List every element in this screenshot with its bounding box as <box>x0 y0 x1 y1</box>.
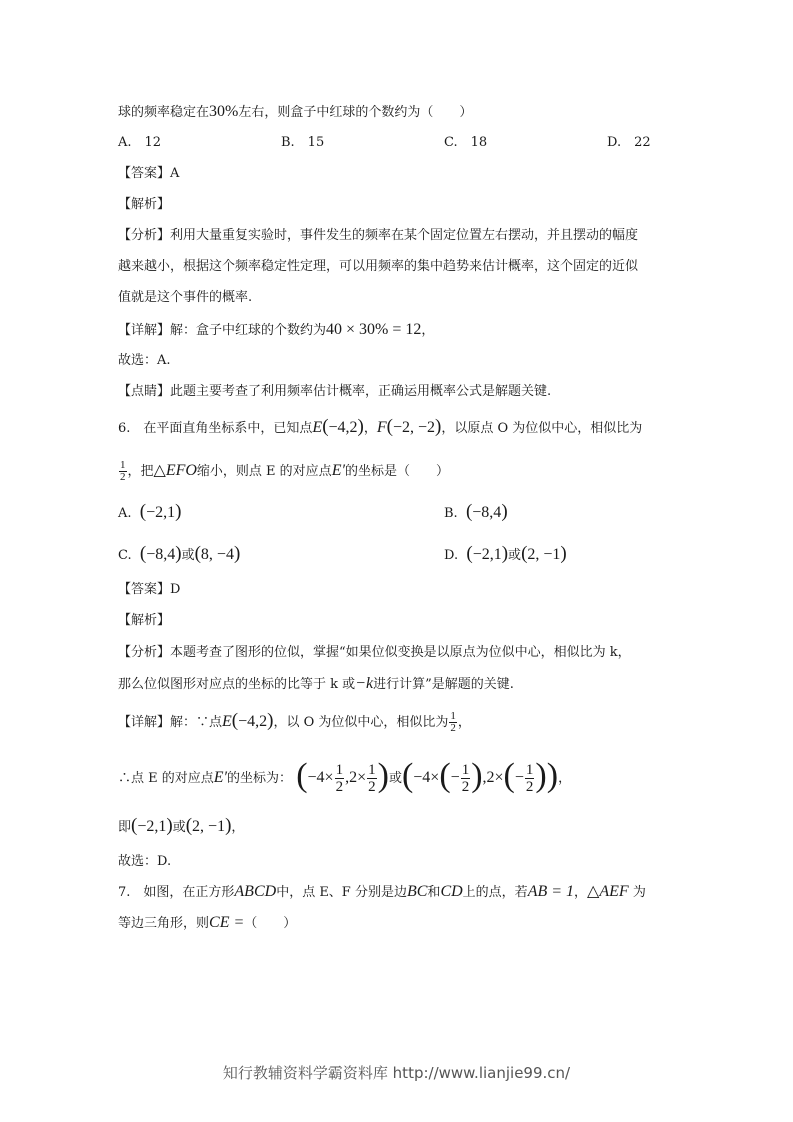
math: −4,2 <box>238 713 268 730</box>
q5-guxuan: 故选：A. <box>118 353 171 368</box>
math: 40 × 30% = 12 <box>326 321 422 338</box>
math: E <box>222 713 232 730</box>
q5-fenxi-line-2: 越来越小，根据这个频率稳定性定理，可以用频率的集中趋势来估计概率，这个固定的近似 <box>118 259 639 274</box>
math: F <box>376 419 387 436</box>
fraction: $\frac{1}{2}$ <box>450 710 456 734</box>
text: 那么位似图形对应点的坐标的比等于 k 或 <box>118 677 356 692</box>
text: ∴点 E 的对应点 <box>118 771 214 786</box>
text: ，以 O 为位似中心，相似比为 <box>273 715 449 730</box>
q6-xiangjie: 【详解】解：∵点E(−4,2)，以 O 为位似中心，相似比为 $\frac{1}{2}$ ， <box>118 710 471 734</box>
q6-ji-line: 即(−2,1)或(2, −1)， <box>118 815 245 836</box>
math: E <box>312 419 323 436</box>
text: ， <box>363 421 377 436</box>
math: −2, −2 <box>393 419 436 436</box>
q6-option-a: A. (−2,1) <box>118 501 182 522</box>
q5-analysis-title: 【解析】 <box>118 197 171 212</box>
q6-option-d: D. (−2,1)或(2, −1) <box>444 543 567 564</box>
q7-stem-line-1: 7. 如图，在正方形ABCD中，点 E、F 分别是边BC和CD上的点，若AB = 1，△AEF 为 <box>118 883 646 900</box>
q5-option-d: D. 22 <box>607 135 651 150</box>
text: 【详解】解：∵点 <box>118 715 223 730</box>
q5-xiangjie <box>118 320 434 341</box>
q5-option-c: C. 18 <box>444 135 488 150</box>
text: 6. 在平面直角坐标系中，已知点 <box>118 421 313 436</box>
q6-analysis-title: 【解析】 <box>118 613 171 628</box>
q6-stem-line-1: 6. 在平面直角坐标系中，已知点E(−4,2)，F(−2, −2)，以原点 O 为位似中心，相似比为 <box>118 416 643 437</box>
math: △EFO <box>153 462 197 479</box>
math: −4,2 <box>328 419 358 436</box>
q6-option-c: C. (−8,4)或(8, −4) <box>118 543 241 564</box>
q6-answer: 【答案】D <box>118 582 181 597</box>
q5-fenxi-line-1: 【分析】利用大量重复实验时，事件发生的频率在某个固定位置左右摆动，并且摆动的幅度 <box>118 228 639 243</box>
text: 缩小，则点 E 的对应点 <box>196 464 332 479</box>
q6-option-b: B. (−8,4) <box>444 501 508 522</box>
q5-stem-tail <box>118 102 472 123</box>
text: 的坐标是（ ） <box>344 464 449 479</box>
math: 30% <box>209 103 239 120</box>
math: E′ <box>331 462 345 479</box>
q6-so-line: ∴点 E 的对应点E′的坐标为： (−4× $\frac{1}{2}$ ,2× $\frac{1}{2}$ )或(−4×(− $\frac{1}{2}$ ),2×(− $\frac{1}{2}$ ))， <box>118 757 572 795</box>
q5-option-a: A. 12 <box>118 135 162 150</box>
text: ，以原点 O 为位似中心，相似比为 <box>441 421 643 436</box>
q5-fenxi-line-3: 值就是这个事件的概率. <box>118 290 253 305</box>
page-footer-watermark: 知行教辅资料学霸资料库 http://www.lianjie99.cn/ <box>222 1064 571 1082</box>
q5-dianjing: 【点睛】此题主要考查了利用频率估计概率，正确运用概率公式是解题关键. <box>118 384 552 399</box>
text: 【详解】解：盒子中红球的个数约为 <box>118 323 327 338</box>
text: 球的频率稳定在 <box>118 105 210 120</box>
q5-answer: 【答案】A <box>118 166 180 181</box>
q6-fenxi-line-1: 【分析】本题考查了图形的位似，掌握“如果位似变换是以原点为位似中心，相似比为 k， <box>118 645 631 660</box>
q5-option-b: B. 15 <box>281 135 325 150</box>
fraction: $\frac{1}{2}$ <box>120 459 126 483</box>
math: −k <box>355 675 374 692</box>
text: 左右，则盒子中红球的个数约为（ ） <box>238 105 473 120</box>
text: 进行计算”是解题的关键. <box>373 677 514 692</box>
math: E′ <box>213 769 228 786</box>
q6-stem-line-2 <box>118 460 449 483</box>
q6-fenxi-line-2 <box>118 674 514 695</box>
q7-stem-line-2: 等边三角形，则CE =（ ） <box>118 914 297 931</box>
q6-guxuan: 故选：D. <box>118 854 172 869</box>
text: 的坐标为： <box>227 771 293 786</box>
text: ， <box>421 323 435 338</box>
text: ，把 <box>127 464 154 479</box>
